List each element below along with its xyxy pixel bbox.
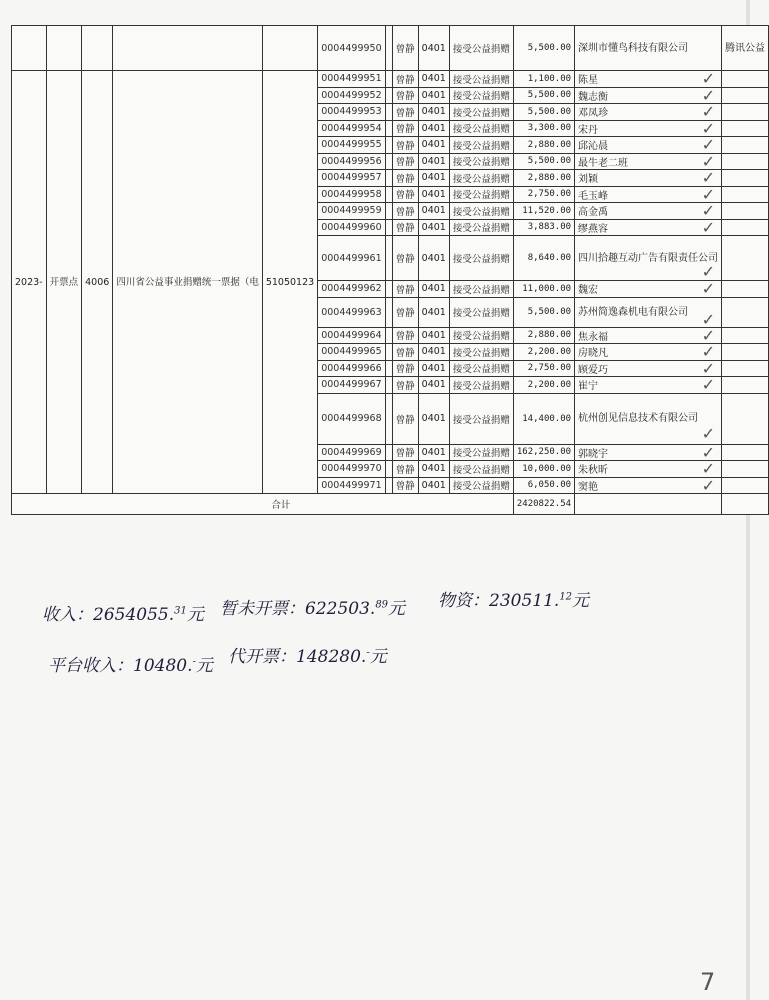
invoice-number: 0004499966 [318, 360, 385, 377]
payer-cell [575, 344, 722, 361]
blank-cell [385, 444, 392, 461]
checkmark-icon: ✓ [701, 279, 716, 298]
invoice-number: 0004499954 [318, 120, 385, 137]
blank-cell [722, 236, 769, 281]
blank-cell [385, 297, 392, 327]
proxy-label: 代开票： [228, 647, 296, 667]
amount: 6,050.00 [513, 477, 574, 494]
item-code: 0401 [418, 137, 449, 154]
handler-name: 曾静 [392, 327, 418, 344]
blank-cell [722, 281, 769, 298]
handler-name: 曾静 [392, 236, 418, 281]
blank-cell [722, 297, 769, 327]
blank-cell [722, 71, 769, 88]
item-description: 接受公益捐赠 [449, 444, 513, 461]
blank-cell [575, 494, 722, 515]
checkmark-icon: ✓ [701, 217, 716, 237]
item-description: 接受公益捐赠 [449, 360, 513, 377]
handler-name: 曾静 [392, 297, 418, 327]
item-description: 接受公益捐赠 [449, 393, 513, 444]
payer-name: 焦永福 [578, 331, 609, 343]
handler-name: 曾静 [392, 444, 418, 461]
payer-cell [575, 87, 722, 104]
handler-name: 曾静 [392, 203, 418, 220]
item-description: 接受公益捐赠 [449, 344, 513, 361]
item-description: 接受公益捐赠 [449, 137, 513, 154]
item-description: 接受公益捐赠 [449, 219, 513, 236]
blank-cell [722, 461, 769, 478]
invoice-number: 0004499950 [318, 26, 385, 71]
checkmark-icon: ✓ [701, 475, 716, 495]
payer-name: 顾爱巧 [578, 364, 609, 376]
invoice-number: 0004499965 [318, 344, 385, 361]
pending-cents: 89 [375, 599, 389, 611]
income-unit: 元 [186, 605, 204, 625]
handwritten-income [42, 600, 204, 625]
handwritten-pending-invoice [220, 594, 405, 619]
goods-unit: 元 [572, 591, 590, 611]
item-code: 0401 [418, 281, 449, 298]
payer-cell [575, 120, 722, 137]
invoice-number: 0004499959 [318, 203, 385, 220]
payer-cell [575, 393, 722, 444]
invoice-number: 0004499962 [318, 281, 385, 298]
amount: 5,500.00 [513, 153, 574, 170]
payer-name: 陈星 [578, 75, 599, 87]
handwritten-proxy-invoice [228, 642, 387, 667]
checkmark-icon: ✓ [701, 262, 716, 281]
item-code: 0401 [418, 344, 449, 361]
blank-cell [113, 26, 263, 71]
invoice-number: 0004499955 [318, 137, 385, 154]
item-code: 0401 [418, 360, 449, 377]
payer-name: 魏宏 [578, 285, 599, 297]
item-code: 0401 [418, 477, 449, 494]
income-cents: 31 [174, 605, 187, 617]
handler-name: 曾静 [392, 377, 418, 394]
org-code-cell: 51050123 [262, 71, 317, 494]
item-code: 0401 [418, 219, 449, 236]
blank-cell [385, 104, 392, 121]
blank-cell [385, 393, 392, 444]
invoice-number: 0004499961 [318, 236, 385, 281]
table-row [12, 26, 769, 71]
blank-cell [722, 170, 769, 187]
blank-cell [385, 236, 392, 281]
blank-cell [385, 344, 392, 361]
checkmark-icon: ✓ [701, 201, 716, 220]
payer-cell [575, 236, 722, 281]
payer-cell [575, 477, 722, 494]
handwritten-platform-income [48, 651, 213, 676]
payer-name: 郭晓宇 [578, 448, 609, 460]
amount: 10,000.00 [513, 461, 574, 478]
blank-cell [385, 203, 392, 220]
payer-cell [575, 153, 722, 170]
checkmark-icon: ✓ [701, 184, 716, 204]
payer-name: 杭州创见信息技术有限公司 [578, 413, 699, 424]
blank-cell [385, 26, 392, 71]
handler-name: 曾静 [392, 120, 418, 137]
amount: 2,880.00 [513, 327, 574, 344]
blank-cell [82, 26, 113, 71]
blank-cell [722, 393, 769, 444]
item-description: 接受公益捐赠 [449, 236, 513, 281]
item-description: 接受公益捐赠 [449, 26, 513, 71]
item-code: 0401 [418, 120, 449, 137]
handler-name: 曾静 [392, 461, 418, 478]
item-description: 接受公益捐赠 [449, 87, 513, 104]
checkmark-icon: ✓ [701, 102, 716, 121]
blank-cell [722, 153, 769, 170]
amount: 3,300.00 [513, 120, 574, 137]
blank-cell [722, 444, 769, 461]
item-description: 接受公益捐赠 [449, 327, 513, 344]
item-code: 0401 [418, 393, 449, 444]
platform-label: 平台收入： [48, 656, 133, 676]
blank-cell [722, 344, 769, 361]
payer-cell [575, 327, 722, 344]
blank-cell [385, 477, 392, 494]
blank-cell [722, 120, 769, 137]
amount: 2,200.00 [513, 377, 574, 394]
item-code: 0401 [418, 71, 449, 88]
item-code: 0401 [418, 26, 449, 71]
handler-name: 曾静 [392, 153, 418, 170]
payer-cell [575, 203, 722, 220]
item-description: 接受公益捐赠 [449, 153, 513, 170]
blank-cell [385, 71, 392, 88]
item-code: 0401 [418, 170, 449, 187]
checkmark-icon: ✓ [701, 358, 716, 378]
handler-name: 曾静 [392, 281, 418, 298]
proxy-cents: - [366, 647, 370, 659]
amount: 5,500.00 [513, 87, 574, 104]
amount: 3,883.00 [513, 219, 574, 236]
amount: 162,250.00 [513, 444, 574, 461]
payer-name: 魏志衡 [578, 91, 609, 103]
item-description: 接受公益捐赠 [449, 377, 513, 394]
payer-cell [575, 71, 722, 88]
item-code: 0401 [418, 444, 449, 461]
item-code: 0401 [418, 461, 449, 478]
total-label: 合计 [12, 494, 514, 515]
amount: 2,750.00 [513, 186, 574, 203]
payer-cell [575, 360, 722, 377]
blank-cell [385, 461, 392, 478]
payer-cell [575, 281, 722, 298]
channel-note: 腾讯公益 [722, 26, 769, 71]
payer-cell [575, 104, 722, 121]
amount: 5,500.00 [513, 297, 574, 327]
blank-cell [385, 186, 392, 203]
item-code: 0401 [418, 377, 449, 394]
handler-name: 曾静 [392, 87, 418, 104]
blank-cell [722, 477, 769, 494]
item-code: 0401 [418, 104, 449, 121]
payer-cell [575, 444, 722, 461]
blank-cell [385, 219, 392, 236]
invoice-number: 0004499953 [318, 104, 385, 121]
amount: 5,500.00 [513, 26, 574, 71]
blank-cell [385, 360, 392, 377]
amount: 2,750.00 [513, 360, 574, 377]
platform-value: 10480. [133, 656, 193, 676]
payer-name: 深圳市懂鸟科技有限公司 [575, 26, 722, 71]
blank-cell [722, 327, 769, 344]
income-value: 2654055. [93, 605, 175, 625]
handler-name: 曾静 [392, 71, 418, 88]
page-number: 7 [700, 968, 716, 996]
blank-cell [385, 137, 392, 154]
year-cell: 2023- [12, 71, 47, 494]
pending-label: 暂未开票： [220, 599, 305, 619]
blank-cell [722, 377, 769, 394]
checkmark-icon: ✓ [701, 459, 716, 478]
pending-value: 622503. [305, 599, 376, 619]
payer-name: 毛玉峰 [578, 190, 609, 202]
blank-cell [385, 120, 392, 137]
amount: 2,880.00 [513, 137, 574, 154]
invoice-number: 0004499968 [318, 393, 385, 444]
payer-cell [575, 461, 722, 478]
invoice-number: 0004499964 [318, 327, 385, 344]
payer-cell [575, 186, 722, 203]
blank-cell [722, 494, 769, 515]
blank-cell [385, 170, 392, 187]
handwritten-goods [438, 586, 589, 611]
blank-cell [722, 137, 769, 154]
blank-cell [12, 26, 47, 71]
invoice-number: 0004499952 [318, 87, 385, 104]
invoice-number: 0004499957 [318, 170, 385, 187]
checkmark-icon: ✓ [701, 375, 716, 394]
handler-name: 曾静 [392, 360, 418, 377]
item-code: 0401 [418, 327, 449, 344]
goods-value: 230511. [489, 591, 560, 611]
blank-cell [722, 203, 769, 220]
payer-cell [575, 297, 722, 327]
amount: 14,400.00 [513, 393, 574, 444]
item-description: 接受公益捐赠 [449, 104, 513, 121]
handler-name: 曾静 [392, 137, 418, 154]
checkmark-icon: ✓ [701, 309, 716, 329]
handler-name: 曾静 [392, 393, 418, 444]
item-description: 接受公益捐赠 [449, 461, 513, 478]
checkmark-icon: ✓ [701, 423, 716, 443]
payer-name: 窦艳 [578, 481, 599, 493]
amount: 1,100.00 [513, 71, 574, 88]
handler-name: 曾静 [392, 26, 418, 71]
blank-cell [722, 360, 769, 377]
checkmark-icon: ✓ [701, 151, 716, 171]
proxy-value: 148280. [296, 647, 367, 667]
payer-name: 苏州简逸森机电有限公司 [578, 306, 689, 318]
invoice-number: 0004499970 [318, 461, 385, 478]
blank-cell [385, 153, 392, 170]
goods-label: 物资： [438, 591, 489, 611]
blank-cell [722, 104, 769, 121]
blank-cell [385, 281, 392, 298]
blank-cell [722, 219, 769, 236]
checkmark-icon: ✓ [701, 118, 716, 138]
donation-ledger-table [11, 25, 769, 515]
invoice-number: 0004499960 [318, 219, 385, 236]
payer-name: 四川拾趣互动广告有限责任公司 [578, 252, 719, 264]
item-description: 接受公益捐赠 [449, 170, 513, 187]
handler-name: 曾静 [392, 104, 418, 121]
item-description: 接受公益捐赠 [449, 281, 513, 298]
handler-name: 曾静 [392, 344, 418, 361]
payer-cell [575, 137, 722, 154]
payer-name: 刘颖 [578, 174, 599, 186]
pending-unit: 元 [388, 599, 406, 619]
payer-name: 崔宁 [578, 381, 599, 393]
proxy-unit: 元 [369, 647, 387, 667]
payer-name: 最牛老二班 [578, 157, 629, 169]
total-row [12, 494, 769, 515]
organization-cell: 四川省公益事业捐赠统一票据（电 [113, 71, 263, 494]
item-description: 接受公益捐赠 [449, 120, 513, 137]
platform-unit: 元 [195, 656, 213, 676]
blank-cell [385, 327, 392, 344]
invoice-number: 0004499971 [318, 477, 385, 494]
ticket-number-cell: 4006 [82, 71, 113, 494]
amount: 11,000.00 [513, 281, 574, 298]
item-description: 接受公益捐赠 [449, 203, 513, 220]
handler-name: 曾静 [392, 477, 418, 494]
income-label: 收入： [42, 605, 93, 625]
invoice-number: 0004499958 [318, 186, 385, 203]
checkmark-icon: ✓ [701, 135, 716, 154]
item-code: 0401 [418, 236, 449, 281]
payer-name: 房晓凡 [578, 348, 609, 360]
payer-name: 缪燕容 [578, 223, 609, 235]
handler-name: 曾静 [392, 170, 418, 187]
item-description: 接受公益捐赠 [449, 477, 513, 494]
amount: 2,880.00 [513, 170, 574, 187]
payer-cell [575, 170, 722, 187]
payer-name: 邱沁晨 [578, 141, 609, 153]
amount: 5,500.00 [513, 104, 574, 121]
total-amount: 2420822.54 [513, 494, 574, 515]
invoice-number: 0004499969 [318, 444, 385, 461]
checkmark-icon: ✓ [701, 69, 716, 88]
goods-cents: 12 [559, 591, 573, 603]
checkmark-icon: ✓ [701, 168, 716, 187]
platform-cents: - [192, 656, 196, 668]
item-code: 0401 [418, 203, 449, 220]
payer-cell [575, 219, 722, 236]
checkmark-icon: ✓ [701, 442, 716, 462]
ticket-type-cell: 开票点 [46, 71, 82, 494]
invoice-number: 0004499951 [318, 71, 385, 88]
invoice-number: 0004499963 [318, 297, 385, 327]
table-row [12, 71, 769, 88]
payer-name: 邓凤珍 [578, 108, 609, 120]
item-code: 0401 [418, 153, 449, 170]
invoice-number: 0004499967 [318, 377, 385, 394]
checkmark-icon: ✓ [701, 342, 716, 361]
item-code: 0401 [418, 87, 449, 104]
blank-cell [46, 26, 82, 71]
item-description: 接受公益捐赠 [449, 297, 513, 327]
payer-name: 宋丹 [578, 124, 599, 136]
blank-cell [722, 186, 769, 203]
payer-cell [575, 377, 722, 394]
blank-cell [385, 377, 392, 394]
amount: 2,200.00 [513, 344, 574, 361]
blank-cell [722, 87, 769, 104]
item-code: 0401 [418, 186, 449, 203]
handler-name: 曾静 [392, 219, 418, 236]
item-description: 接受公益捐赠 [449, 71, 513, 88]
amount: 8,640.00 [513, 236, 574, 281]
checkmark-icon: ✓ [701, 325, 716, 345]
item-code: 0401 [418, 297, 449, 327]
blank-cell [385, 87, 392, 104]
payer-name: 朱秋昕 [578, 465, 609, 477]
handler-name: 曾静 [392, 186, 418, 203]
amount: 11,520.00 [513, 203, 574, 220]
payer-name: 高金禹 [578, 207, 609, 219]
checkmark-icon: ✓ [701, 85, 716, 105]
item-description: 接受公益捐赠 [449, 186, 513, 203]
invoice-number: 0004499956 [318, 153, 385, 170]
blank-cell [262, 26, 317, 71]
